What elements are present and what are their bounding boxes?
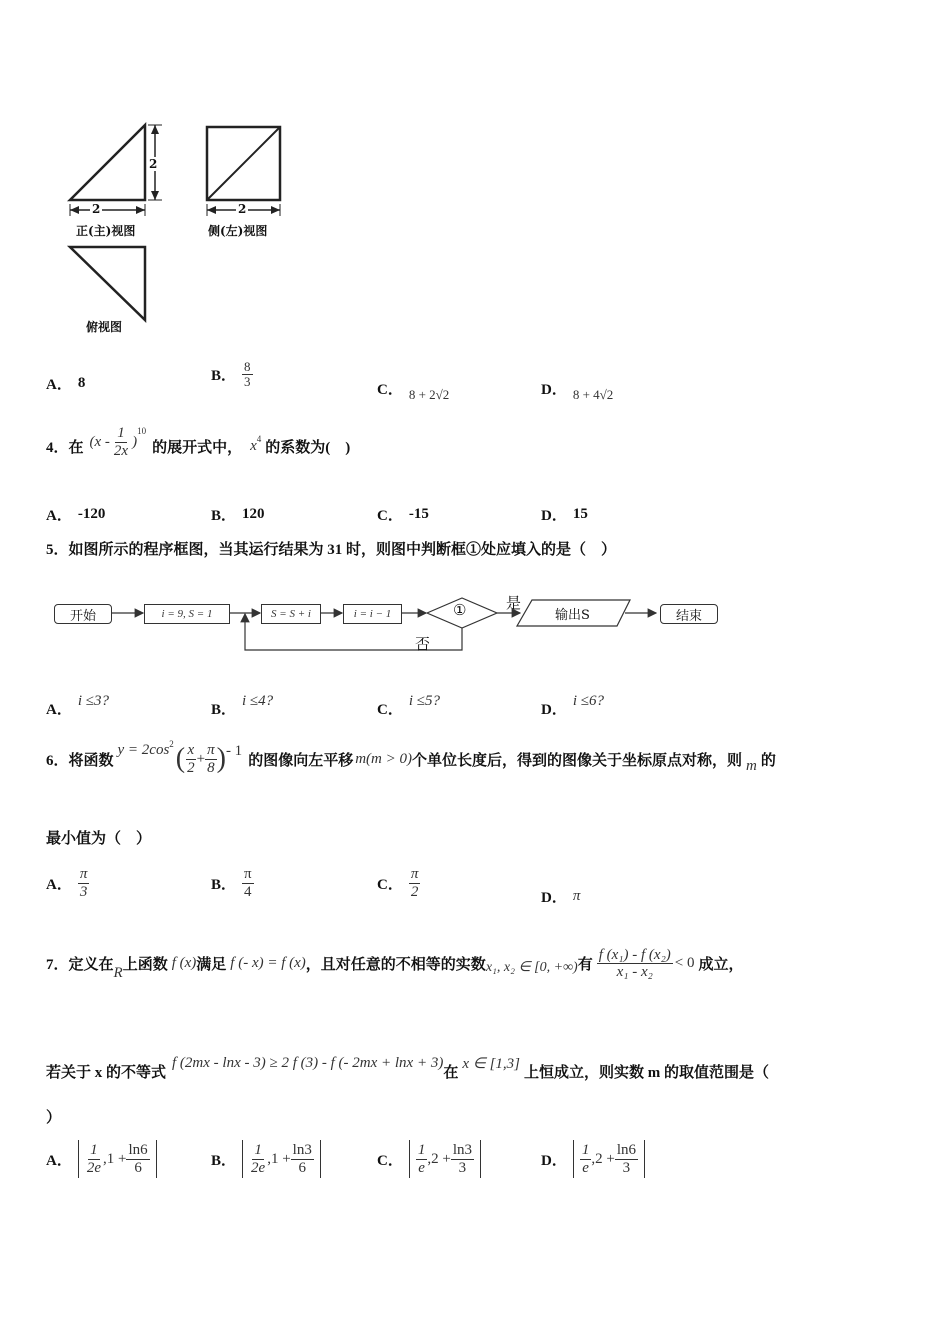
flow-decision: ① <box>453 601 467 619</box>
option-value: 8 + 2√2 <box>408 387 450 402</box>
q3-option-a[interactable] <box>46 373 85 394</box>
q4-option-a[interactable]: A． -120 <box>46 506 106 524</box>
q7-stem-line1: 7．定义在 R 上函数 f (x) 满足 f (- x) = f (x) ，且对任意的不相等的实数 x₁, x₂ ∈ [0, +∞) 有 $\frac{\text{f (x₁) - f (x₂)}}{\text{x₁ - x₂}}$ < 0 成立， <box>46 946 744 981</box>
q7-stem-line2: 若关于 x 的不等式 f (2mx - lnx - 3) ≥ 2 f (3) - f (- 2mx + lnx + 3) 在 x ∈ [1,3] 上恒成立，则实数 m 的取值范围是（ <box>46 1055 769 1081</box>
top-view-caption: 俯视图 <box>86 320 123 334</box>
q5-option-d[interactable]: D． i ≤6? <box>541 693 604 718</box>
q6-option-d[interactable]: D． π <box>541 888 581 906</box>
q4-option-b[interactable]: B． 120 <box>211 506 265 524</box>
q6-stem-line2: 最小值为（ ） <box>46 831 152 847</box>
dim-label-side-bottom: 2 <box>238 202 247 216</box>
option-label: C． <box>377 381 403 398</box>
flow-update-s: S = S + i <box>261 604 321 624</box>
q7-option-d[interactable]: D． $\frac{1}{e}$ ,2 + $\frac{\ln 6}{3}$ <box>541 1140 645 1178</box>
dim-label-front-right: 2 <box>149 157 158 171</box>
q3-option-c[interactable] <box>377 373 449 403</box>
flowchart-lines <box>50 590 730 660</box>
q5-option-a[interactable]: A． i ≤3? <box>46 693 109 718</box>
flow-no-label: 否 <box>415 635 431 653</box>
q4-option-c[interactable]: C． -15 <box>377 506 429 524</box>
option-label: D． <box>541 381 567 398</box>
option-label: B． <box>211 368 237 385</box>
dim-label-front-bottom: 2 <box>92 202 101 216</box>
option-value: 8 <box>77 375 86 391</box>
option-label: A． <box>46 377 72 393</box>
q7-option-c[interactable]: C． $\frac{1}{e}$ ,2 + $\frac{\ln 3}{3}$ <box>377 1140 481 1178</box>
q7-option-a[interactable]: A． $\frac{1}{2e}$ ,1 + $\frac{\ln 6}{6}$ <box>46 1140 157 1178</box>
q6-option-a[interactable]: A． $\frac{\pi}{3}$ <box>46 866 88 900</box>
flow-end: 结束 <box>660 604 718 624</box>
option-fraction: $\frac{8}{3}$ <box>244 359 251 390</box>
option-value: 8 + 4√2 <box>572 387 614 402</box>
flow-update-i: i = i − 1 <box>343 604 402 624</box>
flow-init: i = 9, S = 1 <box>144 604 230 624</box>
q5-option-c[interactable]: C． i ≤5? <box>377 693 440 718</box>
q6-stem: 6．将函数 y = 2cos 2 ( $\frac{x}{2}$ + $\frac{\pi}{8}$ ) - 1 的图像向左平移 m(m > 0) 个单位长度后，得到的图像关于坐标原点对称，则 m 的 <box>46 739 776 776</box>
q7-stem-line3: ） <box>46 1110 62 1126</box>
q5-stem: 5．如图所示的程序框图，当其运行结果为 31 时，则图中判断框①处应填入的是（ ） <box>46 542 617 558</box>
q3-option-b[interactable] <box>211 360 253 390</box>
q3-option-d[interactable] <box>541 373 613 403</box>
flow-start: 开始 <box>54 604 112 624</box>
front-view-caption: 正(主)视图 <box>76 224 136 238</box>
flow-output: 输出S <box>555 608 590 623</box>
q7-option-b[interactable]: B． $\frac{1}{2e}$ ,1 + $\frac{\ln 3}{6}$ <box>211 1140 321 1178</box>
side-view-caption: 侧(左)视图 <box>208 224 268 238</box>
q4-stem: 4．在 ( x - $\frac{1}{2x}$ ) 10 的展开式中， x 4 的系数为( ) <box>46 425 351 459</box>
q5-option-b[interactable]: B． i ≤4? <box>211 693 274 718</box>
q6-option-b[interactable]: B． $\frac{\pi}{4}$ <box>211 866 252 900</box>
q6-option-c[interactable]: C． $\frac{\pi}{2}$ <box>377 866 419 900</box>
q4-option-d[interactable]: D． 15 <box>541 506 588 524</box>
flow-yes-label: 是 <box>506 594 522 612</box>
